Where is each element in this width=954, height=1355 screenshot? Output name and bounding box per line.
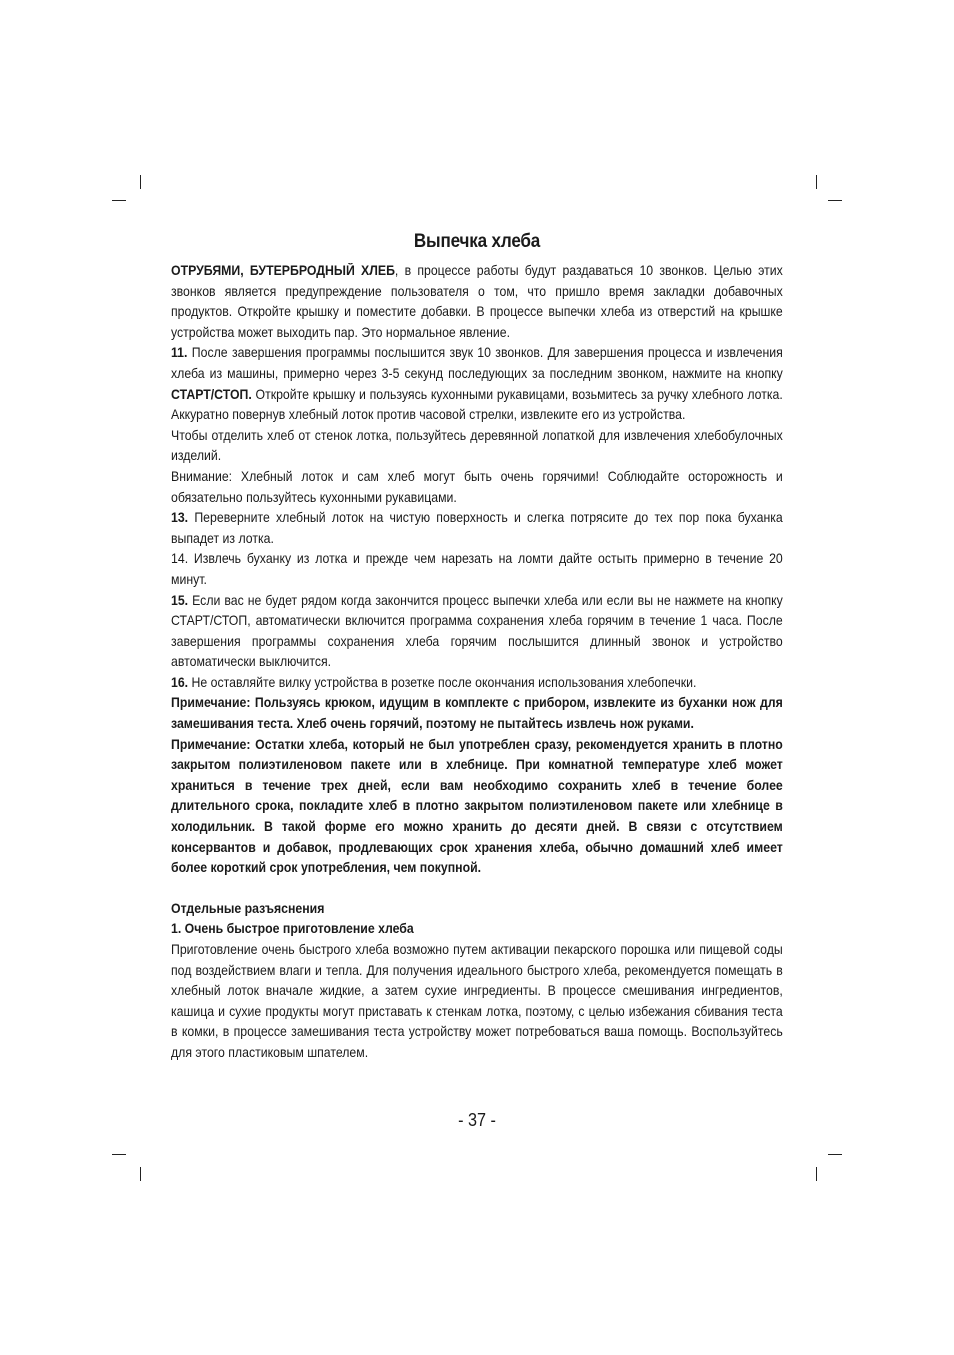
- crop-mark-top-right-horizontal: [828, 200, 842, 201]
- section-spacer: [171, 879, 783, 899]
- intro-bold-lead: ОТРУБЯМИ, БУТЕРБРОДНЫЙ ХЛЕБ: [171, 263, 395, 278]
- item-13-text: Переверните хлебный лоток на чистую поверхность и слегка потрясите до тех пор пока буханка выпадет из лотка.: [171, 510, 783, 546]
- item-14-text: . Извлечь буханку из лотка и прежде чем нарезать на ломти дайте остыть примерно в течение 20 минут.: [171, 551, 783, 587]
- crop-mark-top-left-vertical: [140, 175, 141, 189]
- item-16-paragraph: [171, 673, 783, 694]
- item-16-text: Не оставляйте вилку устройства в розетке после окончания использования хлебопечки.: [188, 674, 697, 690]
- item-14-paragraph: [171, 549, 783, 590]
- subsection-title: 1. Очень быстрое приготовление хлеба: [171, 921, 414, 937]
- item-13-number: 13.: [171, 510, 189, 526]
- item-15-number: 15.: [171, 592, 189, 608]
- intro-text: , в процессе работы будут раздаваться 10 звонков. Целью этих звонков является предупреждение пользователя о том, что пришло время закладки добавочных продуктов. Откройте крышку и поместите добавки. В процессе выпечки хлеба из отверстий на крышке устройства может выходить пар. Это нормальное явление.: [171, 263, 783, 340]
- note-2-paragraph: Примечание: Остатки хлеба, который не был употреблен сразу, рекомендуется хранить в плотно закрытом полиэтиленовом пакете или в хлебнице. При комнатной температуре хлеб может храниться в течение трех дней, если вам необходимо сохранить хлеб в течение более длительного срока, покладите хлеб в плотно закрытом полиэтиленовом пакете или хлебнице в холодильник. В такой форме его можно хранить до десяти дней. В связи с отсутствием консервантов и добавок, продлевающих срок хранения хлеба, обычно домашний хлеб имеет более короткий срок употребления, чем покупной.: [171, 736, 783, 876]
- item-11-number: 11.: [171, 345, 188, 361]
- intro-paragraph: [171, 261, 783, 343]
- crop-mark-top-left-horizontal: [112, 200, 126, 201]
- final-paragraph: Приготовление очень быстрого хлеба возможно путем активации пекарского порошка или пищевой соды под воздействием влаги и тепла. Для получения идеального быстрого хлеба, рекомендуется помещать в хлебный лоток вначале жидкие, а затем сухие ингредиенты. В процессе смешивания ингредиентов, кашица и сухие продукты могут приставать к стенкам лотка, поэтому, с целью избежания сбивания теста в комки, в процессе замешивания теста устройству может потребоваться ваша помощь. Воспользуйтесь для этого пластиковым шпателем.: [171, 942, 783, 1060]
- item-16-number: 16.: [171, 674, 189, 690]
- item-11-text-before: После завершения программы послышится звук 10 звонков. Для завершения процесса и извлечения хлеба из машины, примерно через 3-5 секунд последующих за последним звонком, нажмите на кнопку: [171, 345, 783, 381]
- page-title: Выпечка хлеба: [413, 231, 541, 252]
- crop-mark-bottom-left-vertical: [140, 1167, 141, 1181]
- crop-mark-bottom-right-horizontal: [828, 1154, 842, 1155]
- warning-paragraph: Внимание: Хлебный лоток и сам хлеб могут быть очень горячими! Соблюдайте осторожность и обязательно пользуйтесь кухонными рукавицами.: [171, 468, 783, 505]
- note-1-paragraph: Примечание: Пользуясь крюком, идущим в комплекте с прибором, извлеките из буханки нож для замешивания теста. Хлеб очень горячий, поэтому не пытайтесь извлечь нож руками.: [171, 695, 783, 732]
- item-11-text-after: Откройте крышку и пользуясь кухонными рукавицами, возьмитесь за ручку хлебного лотка. Аккуратно повернув хлебный лоток против часовой стрелки, извлеките его из устройства.: [171, 386, 783, 423]
- item-13-paragraph: [171, 508, 783, 549]
- item-15-paragraph: [171, 591, 783, 673]
- document-body: [171, 261, 783, 1064]
- item-14-number: 14: [171, 551, 185, 567]
- page-number: - 37 -: [458, 1110, 496, 1130]
- separate-note-paragraph: Чтобы отделить хлеб от стенок лотка, пользуйтесь деревянной лопаткой для извлечения хлебобулочных изделий.: [171, 427, 783, 464]
- item-11-paragraph: [171, 343, 783, 425]
- item-15-text: Если вас не будет рядом когда закончится процесс выпечки хлеба или если вы не нажмете на кнопку СТАРТ/СТОП, автоматически включится программа сохранения хлеба горячим в течение 1 часа. После завершения программы сохранения хлеба горячим послышится длинный звонок и устройство автоматически выключится.: [171, 592, 783, 670]
- crop-mark-bottom-right-vertical: [816, 1167, 817, 1181]
- item-11-button-name: СТАРТ/СТОП.: [171, 386, 252, 402]
- crop-mark-top-right-vertical: [816, 175, 817, 189]
- section-title: Отдельные разъяснения: [171, 900, 325, 916]
- crop-mark-bottom-left-horizontal: [112, 1154, 126, 1155]
